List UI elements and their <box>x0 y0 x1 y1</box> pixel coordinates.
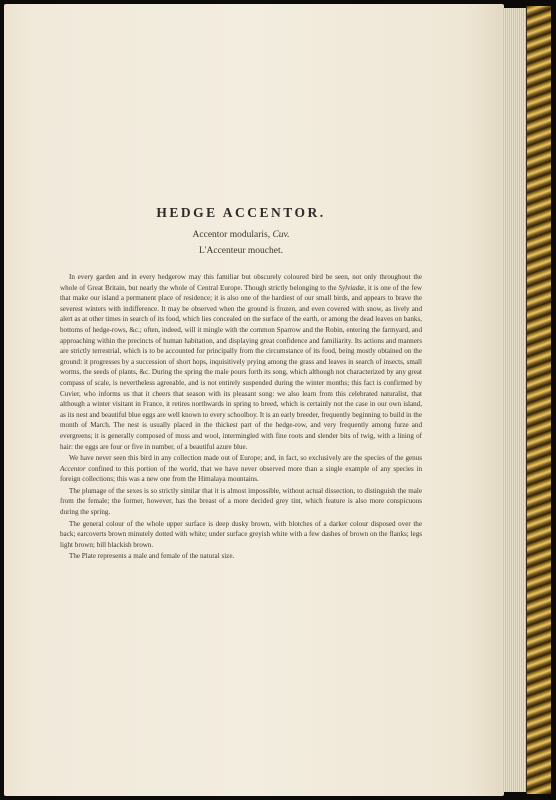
french-name: L'Accenteur mouchet. <box>198 246 283 256</box>
paragraph-italic: Sylviadæ <box>338 283 365 292</box>
paragraph-text: The Plate represents a male and female of the natural size. <box>69 552 235 561</box>
paragraph-text: We have never seen this bird in any collection made out of Europe; and, in fact, so exclusively are the species of the genus <box>69 454 422 463</box>
scientific-author: Cuv. <box>272 230 290 240</box>
page-edges <box>502 8 528 792</box>
paragraph <box>60 272 422 452</box>
paragraph-italic: Accentor <box>60 464 86 473</box>
page-title: HEDGE ACCENTOR. <box>156 205 326 220</box>
paragraph-text: , it is one of the few that make our island a permanent place of residence; it is also one of the hardiest of our small birds, and appears to brave the severest winters with indifference. It may be observed when the ground is frozen, and even covered with snow, as lively and alert as at other times in search of its food, which lies concealed on the surface of the earth, or among the dead leaves on banks, bottoms of hedge-rows, &c.; often, indeed, will it mingle with the common Sparrow and the Robin, entering the farmyard, and approaching within the precincts of human habitation, and displaying great confidence and familiarity. Its actions and manners are strictly terrestrial, which is to be accounted for principally from the circumstance of its food, being mostly obtained on the ground: it progresses by a succession of short hops, inquisitively prying among the grass and leaves in search of insects, small worms, the seeds of plants, &c. During the spring the male pours forth its song, which although not characterized by any great compass of scale, is nevertheless agreeable, and is not entirely suspended during the winter months; this fact is confirmed by Cuvier, who informs us that it cheers that season with its pleasant song: we also learn from this celebrated naturalist, that although a winter visitant in France, it retires northwards in spring to breed, which is certainly not the case in our own island, as its nest and beautiful blue eggs are well known to every schoolboy. It is an early breeder, frequently beginning to build in the month of March. The nest is usually placed in the thickest part of the hedge-row, and very frequently among furze and evergreens; it is generally composed of moss and wool, intermingled with fine roots and slender bits of twig, with a lining of hair: the eggs are four or five in number, of a beautiful azure blue. <box>60 283 422 451</box>
paragraph-text: In every garden and in every hedgerow may this familiar but obscurely coloured bird be seen, not only throughout the whole of Great Britain, but nearly the whole of Central Europe. Though strictly belonging to the <box>60 273 422 292</box>
scientific-name-text: Accentor modularis, <box>192 230 271 240</box>
text-block <box>60 205 422 562</box>
paragraph <box>60 453 422 485</box>
body-text <box>60 272 422 562</box>
scientific-name <box>60 230 422 240</box>
paragraph-text: confined to this portion of the world, that we have never observed more than a single example of any species in foreign collections; this was a new one from the Himalaya mountains. <box>60 464 422 484</box>
paragraph-text: The plumage of the sexes is so strictly similar that it is almost impossible, without actual dissection, to distinguish the male from the female; the former, however, has the breast of a more decided grey tint, which feature is also more conspicuous during the spring. <box>60 486 422 517</box>
paragraph <box>60 486 422 518</box>
paragraph <box>60 551 422 562</box>
paragraph <box>60 519 422 551</box>
gilt-page-edge <box>526 6 551 794</box>
paragraph-text: The general colour of the whole upper surface is deep dusky brown, with blotches of a darker colour disposed over the back; earcoverts brown minutely dotted with white; under surface greyish white with a few dashes of brown on the flanks; legs light brown; bill blackish brown. <box>60 519 422 549</box>
